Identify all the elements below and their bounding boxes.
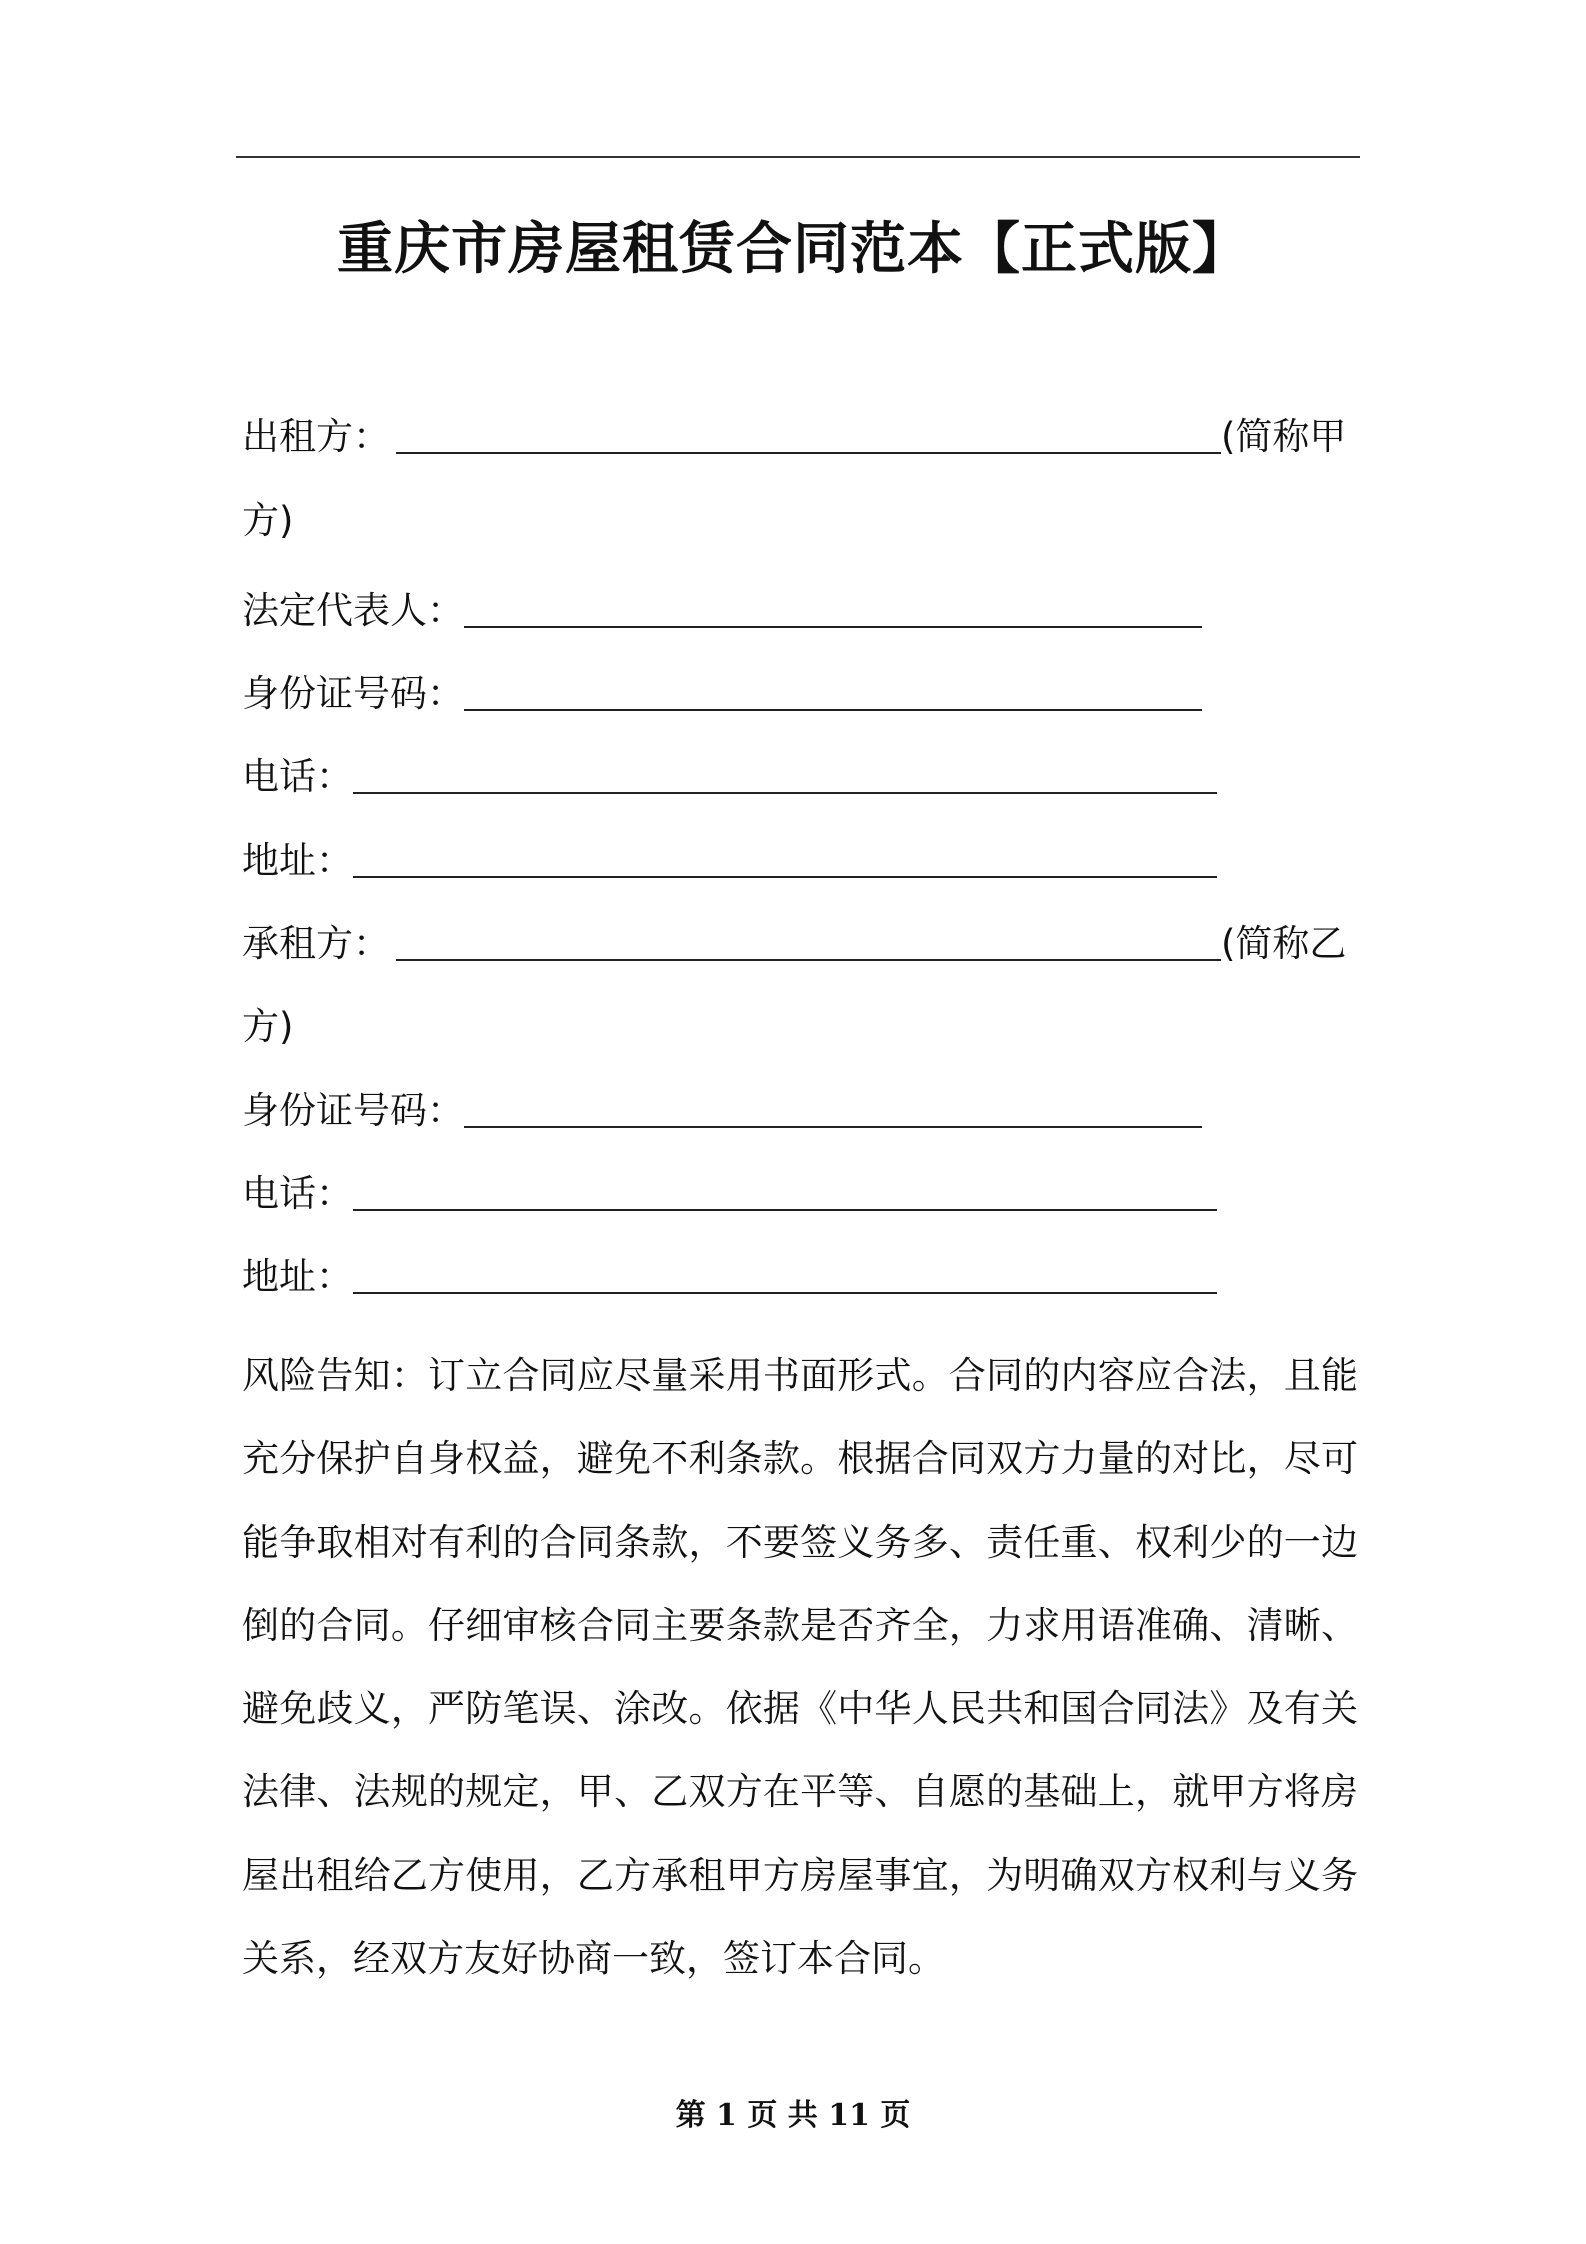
lessee-id-blank[interactable] <box>464 1086 1202 1128</box>
lessor-id-field <box>242 669 1202 719</box>
lessee-suffix: (简称乙 <box>1221 922 1347 965</box>
lessor-blank[interactable] <box>396 412 1221 454</box>
document-title: 重庆市房屋租赁合同范本【正式版】 <box>337 217 1249 282</box>
page-number: 第 1 页 共 11 页 <box>675 2098 911 2133</box>
lessor-id-label: 身份证号码： <box>242 672 464 715</box>
lessee-phone-field <box>242 1169 1217 1219</box>
lessor-id-blank[interactable] <box>464 669 1202 711</box>
lessor-address-field <box>242 836 1217 886</box>
legal-rep-label: 法定代表人： <box>242 589 464 632</box>
lessee-address-field <box>242 1252 1217 1302</box>
lessee-phone-blank[interactable] <box>353 1169 1217 1211</box>
lessee-label: 承租方： <box>242 922 390 965</box>
lessor-suffix: (简称甲 <box>1221 415 1347 458</box>
lessee-address-blank[interactable] <box>353 1252 1217 1294</box>
header-rule <box>236 156 1360 158</box>
lessee-address-label: 地址： <box>242 1255 353 1298</box>
lessor-phone-field <box>242 752 1217 802</box>
lessee-id-label: 身份证号码： <box>242 1089 464 1132</box>
lessee-id-field <box>242 1086 1202 1136</box>
risk-notice-paragraph: 风险告知：订立合同应尽量采用书面形式。合同的内容应合法，且能充分保护自身权益，避免不利条款。根据合同双方力量的对比，尽可能争取相对有利的合同条款，不要签义务多、责任重、权利少的一边倒的合同。仔细审核合同主要条款是否齐全，力求用语准确、清晰、避免歧义，严防笔误、涂改。依据《中华人民共和国合同法》及有关法律、法规的规定，甲、乙双方在平等、自愿的基础上，就甲方将房屋出租给乙方使用，乙方承租甲方房屋事宜，为明确双方权利与义务关系，经双方友好协商一致，签订本合同。 <box>242 1354 1358 1981</box>
lessor-phone-blank[interactable] <box>353 752 1217 794</box>
legal-rep-blank[interactable] <box>464 586 1202 628</box>
lessor-field <box>242 412 1346 462</box>
lessor-address-blank[interactable] <box>353 836 1217 878</box>
lessor-address-label: 地址： <box>242 839 353 882</box>
lessor-phone-label: 电话： <box>242 755 353 798</box>
legal-rep-field <box>242 586 1202 636</box>
lessor-wrap: 方) <box>242 499 294 542</box>
lessee-phone-label: 电话： <box>242 1172 353 1215</box>
lessee-field <box>242 919 1346 969</box>
lessee-blank[interactable] <box>396 919 1221 961</box>
lessor-label: 出租方： <box>242 415 390 458</box>
lessee-wrap: 方) <box>242 1005 294 1048</box>
